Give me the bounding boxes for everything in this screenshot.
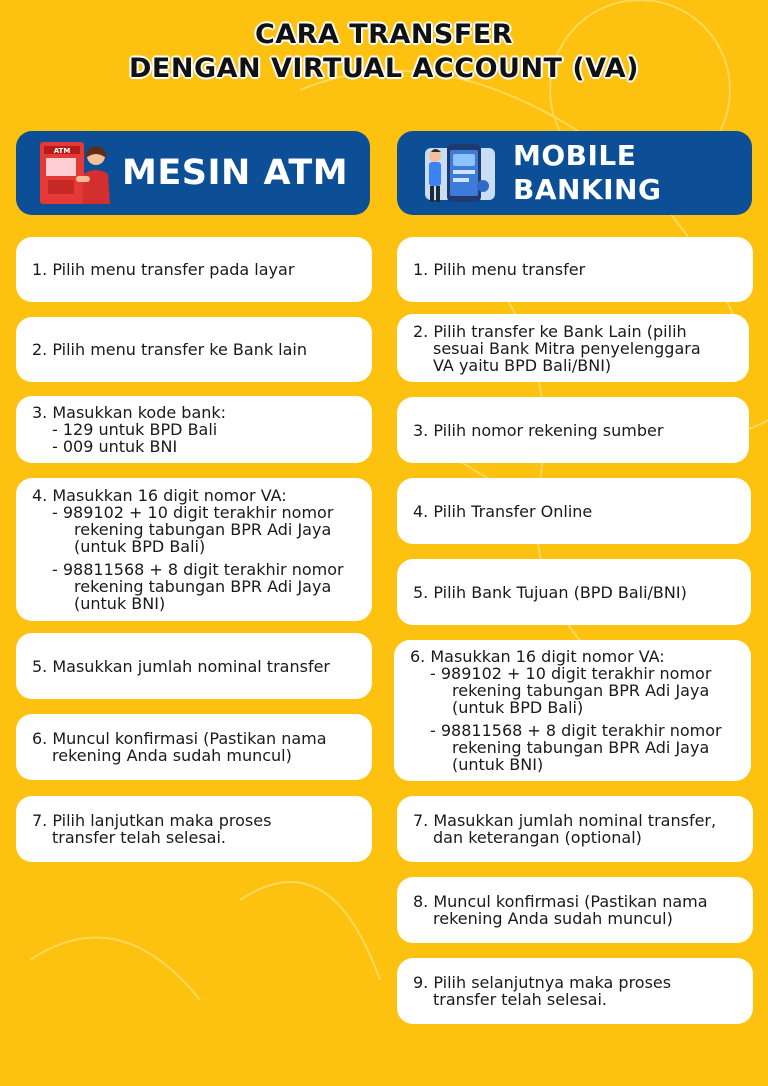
atm-step-2: 2. Pilih menu transfer ke Bank lain (16, 317, 372, 382)
atm-step-4: 4. Masukkan 16 digit nomor VA: - 989102 + 10 digit terakhir nomor rekening tabungan BPR Adi Jaya (untuk BPD Bali) - 98811568 + 8 digit terakhir nomor rekening tabungan BPR Adi Jaya (untuk BNI) (16, 478, 372, 621)
atm-header-label: MESIN ATM (122, 153, 349, 193)
title-line-1: CARA TRANSFER (254, 19, 514, 50)
mobile-step-4: 4. Pilih Transfer Online (397, 478, 751, 544)
atm-step-6: 6. Muncul konfirmasi (Pastikan nama rekening Anda sudah muncul) (16, 714, 372, 780)
atm-step-1: 1. Pilih menu transfer pada layar (16, 237, 372, 302)
mobile-step-6: 6. Masukkan 16 digit nomor VA: - 989102 + 10 digit terakhir nomor rekening tabungan BPR Adi Jaya (untuk BPD Bali) - 98811568 + 8 digit terakhir nomor rekening tabungan BPR Adi Jaya (untuk BNI) (394, 640, 751, 781)
mobile-header-line-1: MOBILE (513, 139, 637, 172)
mobile-step-9: 9. Pilih selanjutnya maka proses transfer telah selesai. (397, 958, 753, 1024)
mobile-step-3: 3. Pilih nomor rekening sumber (397, 397, 749, 463)
svg-text:ATM: ATM (53, 147, 71, 155)
title-line-2: DENGAN VIRTUAL ACCOUNT (VA) (129, 53, 639, 84)
mobile-banking-header (397, 131, 752, 215)
atm-step-7: 7. Pilih lanjutkan maka proses transfer telah selesai. (16, 796, 372, 862)
atm-step-5: 5. Masukkan jumlah nominal transfer (16, 633, 372, 699)
page-title (0, 18, 768, 86)
mobile-step-8: 8. Muncul konfirmasi (Pastikan nama rekening Anda sudah muncul) (397, 877, 753, 943)
mobile-step-1: 1. Pilih menu transfer (397, 237, 753, 302)
mobile-header-line-2: BANKING (513, 173, 662, 206)
atm-step-3: 3. Masukkan kode bank: - 129 untuk BPD Bali - 009 untuk BNI (16, 396, 372, 463)
mobile-step-7: 7. Masukkan jumlah nominal transfer, dan keterangan (optional) (397, 796, 753, 862)
atm-header (16, 131, 370, 215)
mobile-step-2: 2. Pilih transfer ke Bank Lain (pilih sesuai Bank Mitra penyelenggara VA yaitu BPD Bali/BNI) (397, 314, 749, 382)
mobile-step-5: 5. Pilih Bank Tujuan (BPD Bali/BNI) (397, 559, 751, 625)
mobile-banking-icon (421, 138, 497, 208)
atm-machine-icon (38, 138, 112, 208)
mobile-banking-header-label (513, 139, 661, 207)
